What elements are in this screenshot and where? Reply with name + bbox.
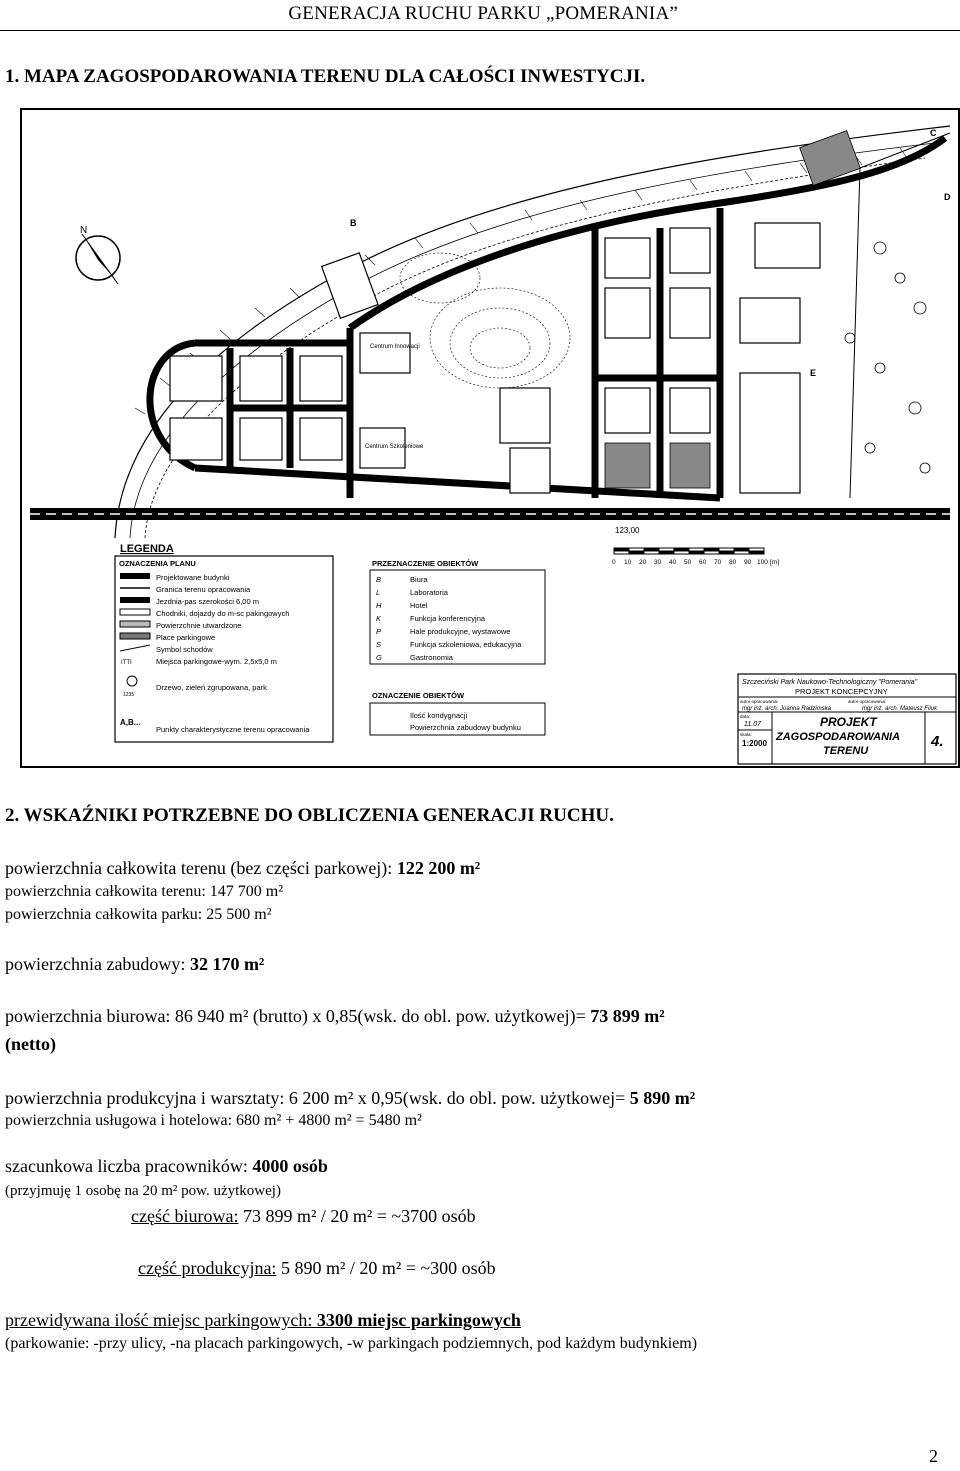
- svg-text:Hale produkcyjne, wystawowe: Hale produkcyjne, wystawowe: [410, 627, 511, 636]
- office-netto: (netto): [5, 1034, 56, 1054]
- svg-text:Gastronomia: Gastronomia: [410, 653, 453, 662]
- svg-text:Granica terenu opracowania: Granica terenu opracowania: [156, 585, 251, 594]
- legend-title: LEGENDA: [120, 543, 174, 555]
- svg-text:Funkcja konferencyjna: Funkcja konferencyjna: [410, 614, 486, 623]
- svg-text:Ilość kondygnacji: Ilość kondygnacji: [410, 711, 468, 720]
- page-header: [0, 0, 960, 33]
- svg-text:Funkcja szkoleniowa, edukacyjn: Funkcja szkoleniowa, edukacyjna: [410, 640, 522, 649]
- svg-text:mgr inż. arch. Joanna Radzimsk: mgr inż. arch. Joanna Radzimska: [742, 706, 832, 712]
- svg-text:PROJEKT KONCEPCYJNY: PROJEKT KONCEPCYJNY: [795, 687, 888, 696]
- legend-purpose-heading: PRZEZNACZENIE OBIEKTÓW: [372, 559, 479, 568]
- svg-text:skala:: skala:: [740, 732, 752, 737]
- north-label: N: [80, 225, 88, 236]
- dim-label: 123,00: [615, 526, 640, 535]
- svg-text:Projektowane budynki: Projektowane budynki: [156, 573, 230, 582]
- svg-text:autor opracowania:: autor opracowania:: [740, 699, 779, 704]
- svg-text:80: 80: [729, 559, 737, 566]
- center-training-label: Centrum Szkoleniowe: [365, 444, 424, 450]
- svg-text:B: B: [376, 575, 382, 584]
- svg-text:Symbol schodów: Symbol schodów: [156, 645, 213, 654]
- svg-text:Biura: Biura: [410, 575, 428, 584]
- svg-text:100: 100: [757, 559, 768, 566]
- svg-text:40: 40: [669, 559, 677, 566]
- svg-text:Powierzchnie utwardzone: Powierzchnie utwardzone: [156, 621, 242, 630]
- svg-text:S: S: [376, 640, 382, 649]
- svg-text:P: P: [376, 627, 382, 636]
- production-part: część produkcyjna: 5 890 m² / 20 m² = ~300 osób: [138, 1258, 496, 1278]
- title-block: [738, 674, 956, 764]
- area-total: powierzchnia całkowita terenu: 147 700 m²: [5, 883, 284, 900]
- point-b-label: B: [350, 218, 357, 228]
- svg-text:90: 90: [744, 559, 752, 566]
- svg-text:H: H: [376, 601, 382, 610]
- svg-text:G: G: [376, 653, 382, 662]
- built-area: powierzchnia zabudowy: 32 170 m²: [5, 954, 265, 974]
- svg-text:1235: 1235: [123, 692, 135, 698]
- svg-text:Laboratoria: Laboratoria: [410, 588, 448, 597]
- bottom-road: [30, 508, 950, 520]
- svg-text:Place parkingowe: Place parkingowe: [156, 633, 216, 642]
- office-part: część biurowa: 73 899 m² / 20 m² = ~3700 osób: [131, 1206, 476, 1226]
- svg-text:data:: data:: [740, 714, 751, 719]
- site-plan-map: [20, 108, 960, 768]
- point-e-label: E: [810, 368, 817, 378]
- svg-text:Szczeciński Park Naukowo-Techn: Szczeciński Park Naukowo-Technologiczny "Pomerania": [742, 679, 918, 686]
- legend-object-heading: OZNACZENIE OBIEKTÓW: [372, 691, 465, 700]
- svg-text:TERENU: TERENU: [823, 745, 869, 757]
- svg-text:4.: 4.: [931, 733, 944, 750]
- area-total-no-park: powierzchnia całkowita terenu (bez części parkowej): 122 200 m²: [5, 858, 481, 878]
- section-2-heading: 2. WSKAŹNIKI POTRZEBNE DO OBLICZENIA GENERACJI RUCHU.: [5, 805, 614, 826]
- section-1-heading: 1. MAPA ZAGOSPODAROWANIA TERENU DLA CAŁOŚCI INWESTYCJI.: [5, 66, 646, 87]
- svg-text:Powierzchnia zabudowy budynku: Powierzchnia zabudowy budynku: [410, 723, 521, 732]
- svg-text:11.07: 11.07: [744, 721, 761, 728]
- svg-text:Drzewo, zieleń zgrupowana, par: Drzewo, zieleń zgrupowana, park: [156, 683, 267, 692]
- svg-text:Punkty charakterystyczne teren: Punkty charakterystyczne terenu opracowania: [156, 725, 310, 734]
- svg-text:[m]: [m]: [770, 559, 780, 566]
- svg-text:Hotel: Hotel: [410, 601, 428, 610]
- svg-text:60: 60: [699, 559, 707, 566]
- employees-note: (przyjmuję 1 osobę na 20 m² pow. użytkowej): [5, 1183, 281, 1199]
- svg-text:PROJEKT: PROJEKT: [820, 715, 877, 729]
- office-area: powierzchnia biurowa: 86 940 m² (brutto) x 0,85(wsk. do obl. pow. użytkowej)= 73 899 m²: [5, 1006, 665, 1026]
- svg-text:K: K: [376, 614, 382, 623]
- header-title: GENERACJA RUCHU PARKU „POMERANIA”: [288, 3, 678, 24]
- svg-text:Miejsca parkingowe-wym. 2,5x5,: Miejsca parkingowe-wym. 2,5x5,0 m: [156, 657, 277, 666]
- svg-text:A,B...: A,B...: [120, 718, 141, 727]
- service-area: powierzchnia usługowa i hotelowa: 680 m² + 4800 m² = 5480 m²: [5, 1112, 422, 1129]
- svg-text:70: 70: [714, 559, 722, 566]
- svg-text:20: 20: [639, 559, 647, 566]
- header-rule: [0, 30, 960, 31]
- svg-text:30: 30: [654, 559, 662, 566]
- legend-plan-heading: OZNACZENIA PLANU: [119, 559, 196, 568]
- area-park: powierzchnia całkowita parku: 25 500 m²: [5, 906, 272, 923]
- svg-text:mgr inż. arch. Mateusz Filuk: mgr inż. arch. Mateusz Filuk: [862, 706, 938, 712]
- svg-text:1:2000: 1:2000: [742, 739, 767, 748]
- svg-text:Chodniki, dojazdy do m-sc paki: Chodniki, dojazdy do m-sc pakingowych: [156, 609, 290, 618]
- svg-text:50: 50: [684, 559, 692, 566]
- svg-text:0: 0: [612, 559, 616, 566]
- parking-note: (parkowanie: -przy ulicy, -na placach parkingowych, -w parkingach podziemnych, pod każdym budynkiem): [5, 1335, 698, 1352]
- svg-text:autor opracowania:: autor opracowania:: [848, 699, 887, 704]
- point-c-label: C: [930, 128, 937, 138]
- svg-text:Jezdnia-pas szerokości 6,00 m: Jezdnia-pas szerokości 6,00 m: [156, 597, 259, 606]
- parking-count: przewidywana ilość miejsc parkingowych: 3300 miejsc parkingowych: [5, 1310, 521, 1330]
- svg-text:ZAGOSPODAROWANIA: ZAGOSPODAROWANIA: [776, 731, 901, 743]
- point-d-label: D: [944, 192, 951, 202]
- employees-count: szacunkowa liczba pracowników: 4000 osób: [5, 1156, 328, 1176]
- svg-text:L: L: [376, 588, 381, 597]
- page-number: 2: [929, 1446, 938, 1466]
- production-area: powierzchnia produkcyjna i warsztaty: 6 200 m² x 0,95(wsk. do obl. pow. użytkowej= 5 890 m²: [5, 1088, 696, 1108]
- svg-text:10: 10: [624, 559, 632, 566]
- center-innovation-label: Centrum Innowacji: [370, 344, 420, 350]
- svg-text:ITTI: ITTI: [121, 660, 132, 666]
